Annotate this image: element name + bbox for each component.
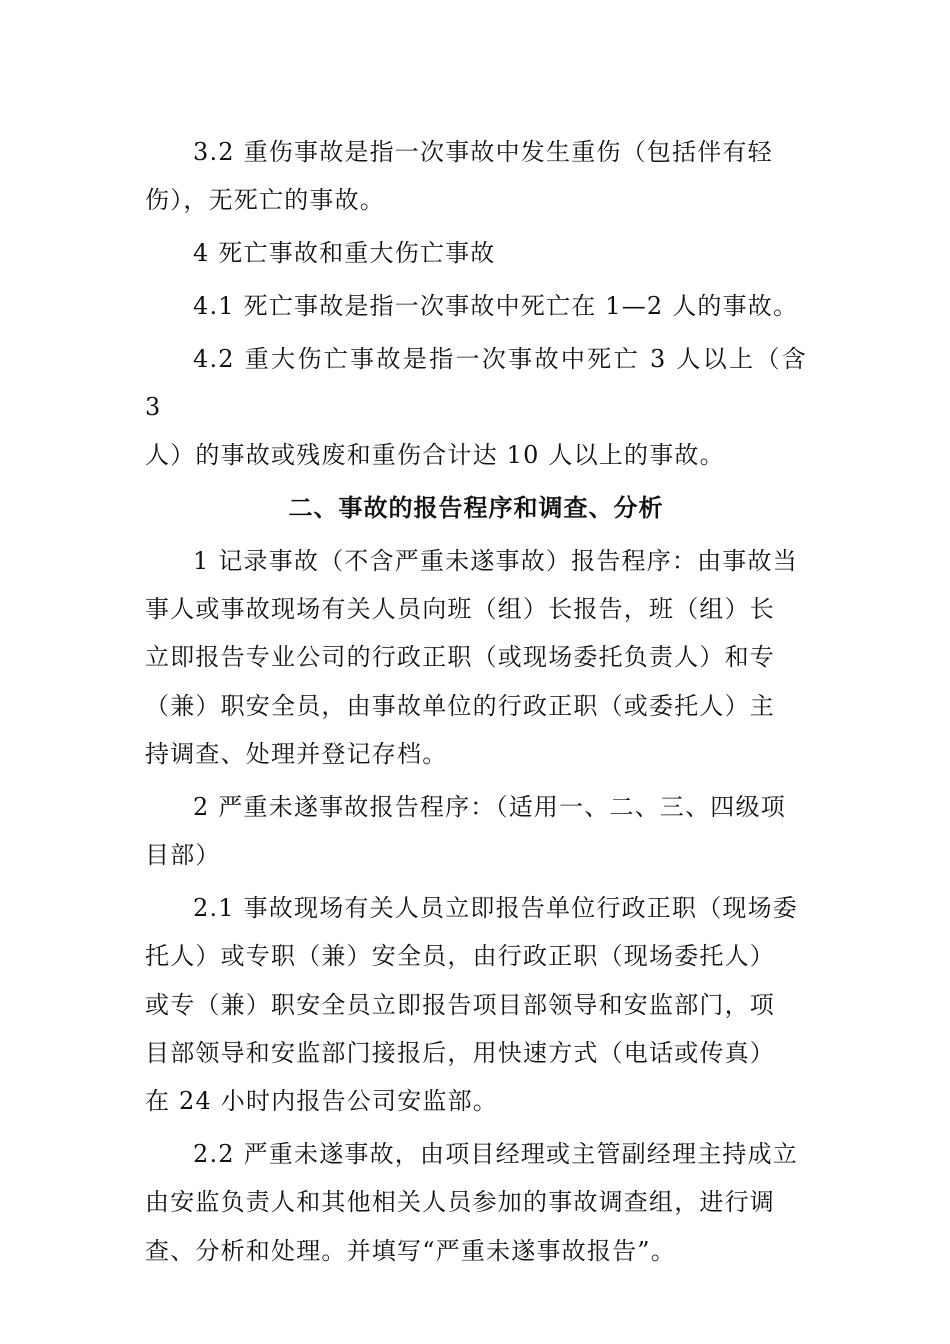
text-line: 4 死亡事故和重大伤亡事故 (193, 239, 496, 268)
text-line: 3.2 重伤事故是指一次事故中发生重伤（包括伴有轻 (193, 138, 773, 166)
text-line: 目部领导和安监部门接报后，用快速方式（电话或传真） (145, 1038, 775, 1067)
text-line: 立即报告专业公司的行政正职（或现场委托负责人）和专 (145, 643, 775, 672)
text-line: 查、分析和处理。并填写“严重未遂事故报告”。 (145, 1236, 676, 1265)
paragraph-4-1 (145, 282, 807, 330)
text-line: 1 记录事故（不含严重未遂事故）报告程序：由事故当 (193, 546, 798, 575)
text-line: （兼）职安全员，由事故单位的行政正职（或委托人）主 (145, 691, 775, 720)
document-page (145, 128, 807, 1279)
text-line: 事人或事故现场有关人员向班（组）长报告，班（组）长 (145, 595, 775, 624)
paragraph-2 (145, 783, 807, 880)
text-line: 伤），无死亡的事故。 (145, 186, 385, 215)
section-heading: 二、事故的报告程序和调查、分析 (288, 494, 664, 523)
paragraph-4-2 (145, 335, 807, 480)
text-line: 目部） (145, 841, 221, 870)
paragraph-4 (145, 229, 807, 277)
text-line: 2 严重未遂事故报告程序：（适用一、二、三、四级项 (193, 792, 786, 821)
paragraph-1 (145, 537, 807, 778)
paragraph-3-2 (145, 128, 807, 225)
text-line: 人）的事故或残废和重伤合计达 10 人以上的事故。 (145, 441, 725, 470)
paragraph-2-2 (145, 1130, 807, 1275)
text-line: 4.1 死亡事故是指一次事故中死亡在 1—2 人的事故。 (193, 291, 799, 320)
text-line: 2.2 严重未遂事故，由项目经理或主管副经理主持成立 (193, 1139, 798, 1168)
text-line: 由安监负责人和其他相关人员参加的事故调查组，进行调 (145, 1188, 775, 1217)
text-line: 4.2 重大伤亡事故是指一次事故中死亡 3 人以上（含 3 (145, 344, 807, 421)
text-line: 持调查、处理并登记存档。 (145, 740, 448, 769)
text-line: 托人）或专职（兼）安全员，由行政正职（现场委托人） (145, 942, 775, 971)
text-line: 或专（兼）职安全员立即报告项目部领导和安监部门，项 (145, 990, 775, 1019)
paragraph-2-1 (145, 884, 807, 1125)
text-line: 2.1 事故现场有关人员立即报告单位行政正职（现场委 (193, 893, 798, 922)
text-line: 在 24 小时内报告公司安监部。 (145, 1087, 498, 1116)
